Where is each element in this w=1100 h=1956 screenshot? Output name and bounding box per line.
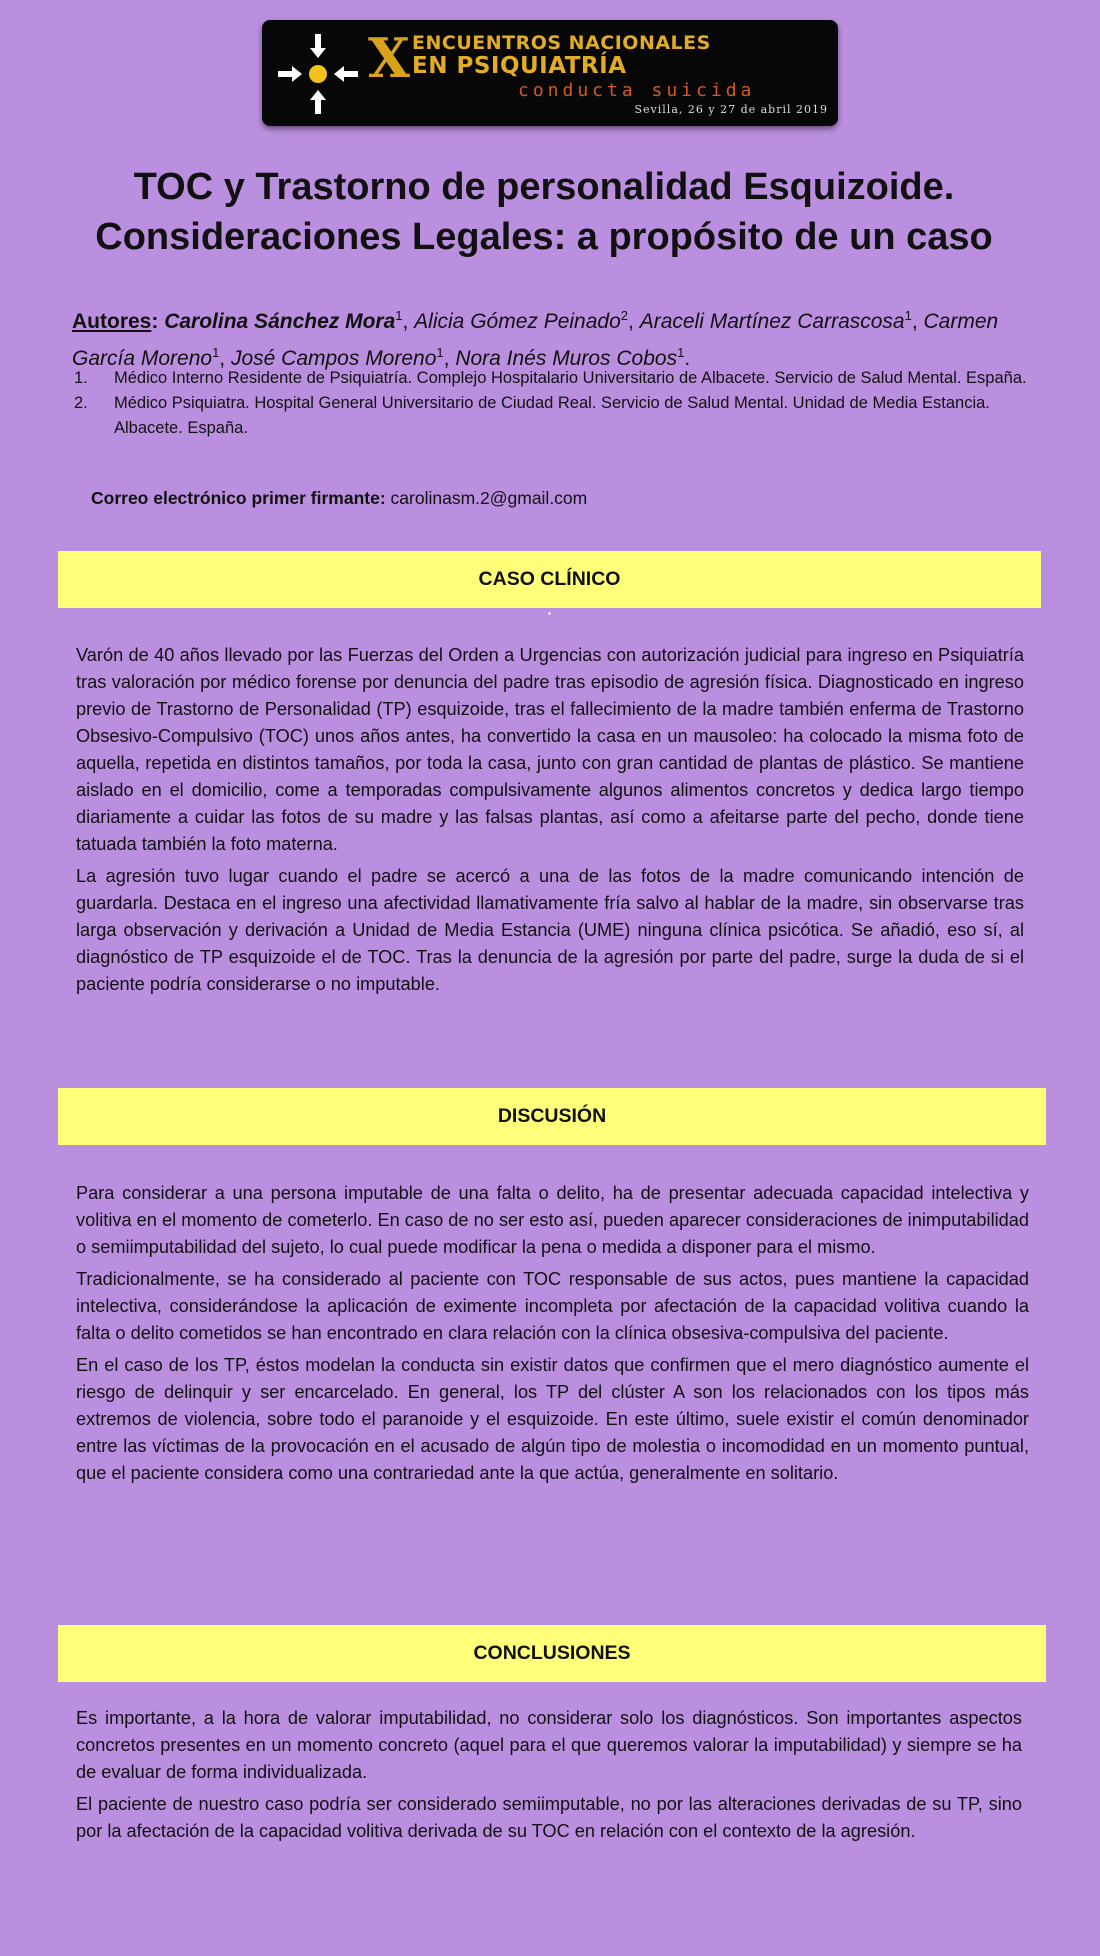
paragraph: Es importante, a la hora de valorar imputabilidad, no considerar solo los diagnósticos. Son importantes aspectos concretos presentes en un momento concreto (aquel para el que queremos valorar la imputabilidad) y siempre se ha de evaluar de forma individualizada. — [76, 1708, 1022, 1782]
affiliations-list — [72, 366, 1032, 441]
paragraph: El paciente de nuestro caso podría ser considerado semiimputable, no por las alteraciones derivadas de su TP, sino por la afectación de la capacidad volitiva derivada de su TOC en relación con el contexto de la agresión. — [76, 1794, 1022, 1841]
poster-title — [40, 162, 1048, 262]
affiliation-item — [72, 391, 1032, 441]
author-name: Alicia Gómez Peinado — [414, 310, 621, 333]
conference-banner — [262, 20, 838, 126]
banner-edition-numeral: X — [368, 26, 410, 90]
author-name: Carolina Sánchez Mora — [164, 310, 396, 333]
affiliation-text: Médico Psiquiatra. Hospital General Universitario de Ciudad Real. Servicio de Salud Mental. Unidad de Media Estancia. Albacete. España. — [114, 394, 990, 437]
paragraph: La agresión tuvo lugar cuando el padre se acercó a una de las fotos de la madre comunicando intención de guardarla. Destaca en el ingreso una afectividad llamativamente fría salvo al hablar de la madre, sin observarse tras larga observación y derivación a Unidad de Media Estancia (UME) ninguna clínica psicótica. Se añadió, eso sí, al diagnóstico de TP esquizoide el de TOC. Tras la denuncia de la agresión por parte del padre, surge la duda de si el paciente podría considerarse o no imputable. — [76, 866, 1024, 994]
email-address[interactable]: carolinasm.2@gmail.com — [390, 488, 588, 508]
author-affiliation-mark: 2 — [620, 308, 629, 323]
paragraph: Tradicionalmente, se ha considerado al paciente con TOC responsable de sus actos, pues mantiene la capacidad intelectiva, considerándose la aplicación de eximente incompleta por afectación de la capacidad volitiva cuando la falta o delito cometidos se han encontrado en clara relación con la clínica obsesiva-compulsiva del paciente. — [76, 1269, 1029, 1343]
author-name: Araceli Martínez Carrascosa — [639, 310, 905, 333]
banner-subtitle: conducta suicida — [518, 80, 756, 101]
affiliation-item — [72, 366, 1032, 391]
poster-title-line2: Consideraciones Legales: a propósito de un caso — [95, 216, 993, 258]
author-affiliation-mark: 1 — [212, 345, 220, 360]
email-label: Correo electrónico primer firmante: — [91, 488, 386, 508]
compass-arrows-icon — [272, 28, 364, 120]
paragraph: Para considerar a una persona imputable de una falta o delito, ha de presentar adecuada capacidad intelectiva y volitiva en el momento de cometerlo. En caso de no ser esto así, pueden aparecer consideraciones de inimputabilidad o semiimputabilidad del sujeto, lo cual puede modificar la pena o medida a disponer para el mismo. — [76, 1183, 1029, 1257]
author-affiliation-mark: 1 — [436, 345, 444, 360]
banner-title-line1: ENCUENTROS NACIONALES — [412, 32, 711, 54]
authors-colon: : — [151, 310, 159, 333]
paragraph: Varón de 40 años llevado por las Fuerzas del Orden a Urgencias con autorización judicial para ingreso en Psiquiatría tras valoración por médico forense por denuncia del padre tras episodio de agresión física. Diagnosticado en ingreso previo de Trastorno de Personalidad (TP) esquizoide, tras el fallecimiento de la madre también enferma de Trastorno Obsesivo-Compulsivo (TOC) unos años antes, ha convertido la casa en un mausoleo: ha colocado la misma foto de aquella, repetida en distintos tamaños, por toda la casa, junto con gran cantidad de plantas de plástico. Se mantiene aislado en el domicilio, come a temporadas compulsivamente algunos alimentos concretos y dedica largo tiempo diariamente a cuidar las fotos de su madre y las falsas plantas, así como a afeitarse parte del pecho, donde tiene tatuada también la foto materna. — [76, 645, 1024, 854]
authors-list: Autores: Carolina Sánchez Mora$^1$, Alicia Gómez Peinado$^2$, Araceli Martínez Carrascosa$^1$, Carmen García Moreno$^1$, José Campos Moreno$^1$, Nora Inés Muros Cobos$^1$. — [72, 308, 999, 370]
affiliation-number: 2. — [74, 394, 88, 412]
caso-clinico-body — [76, 642, 1024, 1003]
section-header-discusion: DISCUSIÓN — [58, 1088, 1046, 1145]
section-header-caso-clinico: CASO CLÍNICO — [58, 551, 1041, 608]
author-name: José Campos Moreno — [230, 347, 437, 370]
paragraph: En el caso de los TP, éstos modelan la conducta sin existir datos que confirmen que el mero diagnóstico aumente el riesgo de delinquir y ser encarcelado. En general, los TP del clúster A son los relacionados con los tipos más extremos de violencia, sobre todo el paranoide y el esquizoide. En este último, suele existir el común denominador entre las víctimas de la provocación en el acusado de algún tipo de molestia o incomodidad en un momento puntual, que el paciente considera como una contrariedad ante la que actúa, generalmente en solitario. — [76, 1355, 1029, 1483]
author-affiliation-mark: 1 — [677, 345, 685, 360]
affiliation-number: 1. — [74, 369, 88, 387]
banner-title-line2: EN PSIQUIATRÍA — [412, 53, 627, 79]
discusion-body — [76, 1180, 1029, 1492]
author-affiliation-mark: 1 — [904, 308, 912, 323]
authors-label: Autores — [72, 310, 152, 333]
author-name: Nora Inés Muros Cobos — [455, 347, 678, 370]
affiliation-text: Médico Interno Residente de Psiquiatría. Complejo Hospitalario Universitario de Albacete. Servicio de Salud Mental. España. — [114, 369, 1027, 387]
contact-email — [91, 488, 587, 509]
decorative-dot — [548, 612, 551, 615]
author-name: Carmen García Moreno — [72, 310, 999, 370]
banner-date: Sevilla, 26 y 27 de abril 2019 — [634, 103, 828, 116]
poster-title-line1: TOC y Trastorno de personalidad Esquizoide. — [133, 166, 955, 208]
conclusiones-body — [76, 1705, 1022, 1850]
section-header-conclusiones: CONCLUSIONES — [58, 1625, 1046, 1682]
author-affiliation-mark: 1 — [395, 308, 403, 323]
